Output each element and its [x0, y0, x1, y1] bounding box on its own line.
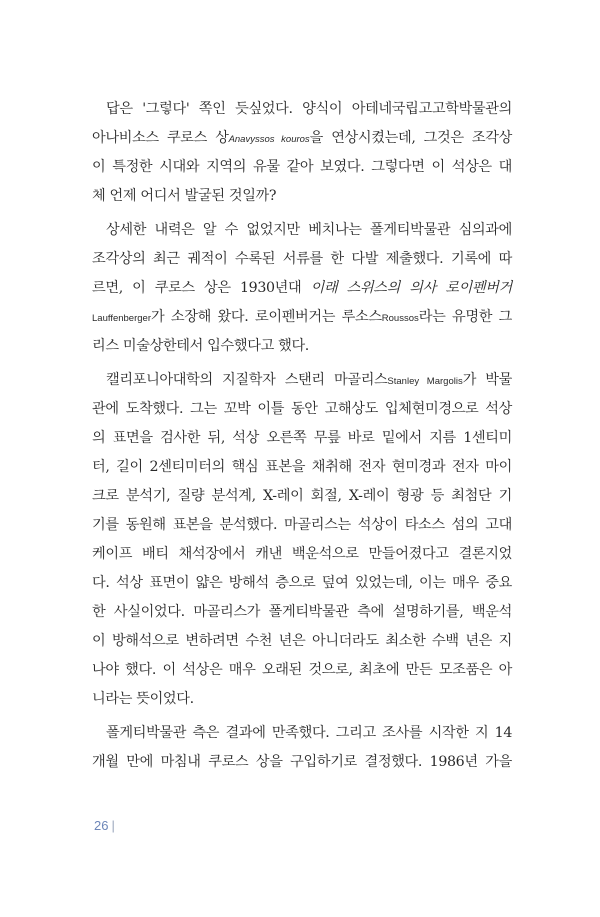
paragraph-3: [92, 366, 512, 714]
text-line: 답은 '그렇다' 쪽인 듯싶었다. 양식이 아테네국립고고학박물관의: [106, 101, 512, 117]
text-line: 아나비소스 쿠로스 상Anavyssos kouros을 연상시켰는데, 그것은 조각상: [92, 130, 512, 146]
text-line: 개월 만에 마침내 쿠로스 상을 구입하기로 결정했다. 1986년 가을: [92, 754, 512, 770]
latin-term: Stanley Margolis: [387, 376, 463, 387]
text-line: 르면, 이 쿠로스 상은 1930년대 이래 스위스의 의사 로이펜버거: [92, 280, 512, 296]
paragraph-1: [92, 95, 512, 211]
text-line: 다. 석상 표면이 얇은 방해석 층으로 덮여 있었는데, 이는 매우 중요: [92, 575, 512, 591]
text-line: 케이프 배티 채석장에서 캐낸 백운석으로 만들어졌다고 결론지었: [92, 546, 512, 562]
paragraph-2: [92, 216, 512, 361]
text-line: 체 언제 어디서 발굴된 것일까?: [92, 188, 277, 204]
text-line: 니라는 뜻이었다.: [92, 691, 194, 707]
text-line: 터, 길이 2센티미터의 핵심 표본을 채취해 전자 현미경과 전자 마이: [92, 459, 512, 475]
text-line: 크로 분석기, 질량 분석계, X-레이 회절, X-레이 형광 등 최첨단 기: [92, 488, 512, 504]
text-line: 폴게티박물관 측은 결과에 만족했다. 그리고 조사를 시작한 지 14: [106, 725, 512, 741]
paragraph-4: [92, 719, 512, 777]
latin-term: Lauffenberger: [92, 313, 151, 324]
text-line: 기를 동원해 표본을 분석했다. 마골리스는 석상이 타소스 섬의 고대: [92, 517, 512, 533]
text-line: 캘리포니아대학의 지질학자 스탠리 마골리스Stanley Margolis가 박물: [106, 372, 513, 388]
text-line: 상세한 내력은 알 수 없었지만 베치나는 폴게티박물관 심의과에: [106, 222, 512, 238]
text-line: 조각상의 최근 궤적이 수록된 서류를 한 다발 제출했다. 기록에 따: [92, 251, 512, 267]
text-line: 한 사실이었다. 마골리스가 폴게티박물관 측에 설명하기를, 백운석: [92, 604, 512, 620]
text-line: Lauffenberger가 소장해 왔다. 로이펜버거는 루소스Roussos라는 유명한 그: [92, 309, 512, 325]
page-number: 26 |: [94, 818, 115, 833]
text-line: 리스 미술상한테서 입수했다고 했다.: [92, 338, 309, 354]
latin-term: Roussos: [381, 313, 419, 324]
text-line: 나야 했다. 이 석상은 매우 오래된 것으로, 최초에 만든 모조품은 아: [92, 662, 512, 678]
folio-separator: |: [111, 818, 115, 833]
text-line: 이 특정한 시대와 지역의 유물 같아 보였다. 그렇다면 이 석상은 대: [92, 159, 512, 175]
body-text: [92, 95, 512, 777]
text-line: 관에 도착했다. 그는 꼬박 이틀 동안 고해상도 입체현미경으로 석상: [92, 401, 512, 417]
text-line: 의 표면을 검사한 뒤, 석상 오른쪽 무릎 바로 밑에서 지름 1센티미: [92, 430, 512, 446]
text-line: 이 방해석으로 변하려면 수천 년은 아니더라도 최소한 수백 년은 지: [92, 633, 512, 649]
latin-term: Anavyssos kouros: [228, 134, 310, 145]
